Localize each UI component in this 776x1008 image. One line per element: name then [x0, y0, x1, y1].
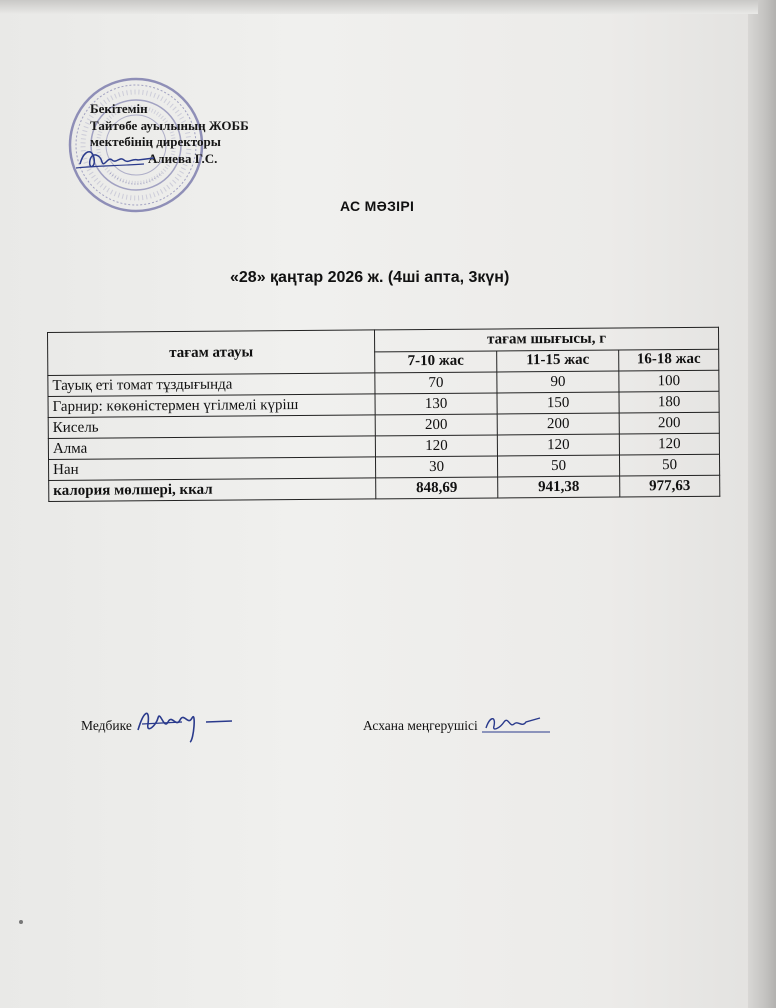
dish-value: 120 [375, 435, 497, 457]
total-label: калория мөлшері, ккал [49, 478, 376, 502]
header-output: тағам шығысы, г [374, 327, 718, 351]
dish-value: 200 [375, 414, 497, 436]
paper-speck [19, 920, 23, 924]
total-value: 848,69 [376, 477, 498, 499]
dish-value: 200 [619, 412, 719, 434]
dish-name: Алма [48, 436, 375, 460]
approval-line2: Тайтөбе ауылының ЖОББ [90, 117, 249, 133]
dish-value: 50 [619, 454, 719, 476]
nurse-label: Медбике [81, 718, 132, 733]
dish-value: 120 [497, 434, 619, 456]
dish-value: 150 [497, 392, 619, 414]
canteen-head-signature [480, 708, 552, 738]
dish-value: 70 [375, 372, 497, 394]
dish-name: Тауық еті томат тұздығында [48, 373, 375, 397]
dish-name: Кисель [48, 415, 375, 439]
canteen-head-label: Асхана меңгерушісі [363, 718, 478, 733]
approval-line1: Бекітемін [90, 101, 148, 116]
dish-value: 120 [619, 433, 719, 455]
nurse-signature [134, 700, 234, 744]
dish-value: 50 [497, 455, 619, 477]
dish-value: 30 [375, 456, 497, 478]
header-dish-name: тағам атауы [48, 330, 375, 376]
dish-name: Нан [49, 457, 376, 481]
director-name: Алиева Г.С. [148, 150, 218, 166]
dish-name: Гарнир: көкөністермен үгілмелі күріш [48, 394, 375, 418]
dish-value: 200 [497, 413, 619, 435]
dish-value: 130 [375, 393, 497, 415]
approval-line3: мектебінің директоры [90, 134, 221, 149]
page-subtitle: «28» қаңтар 2026 ж. (4ші апта, 3күн) [230, 269, 510, 286]
dish-value: 180 [619, 391, 719, 413]
director-signature [74, 142, 166, 176]
header-age-group: 16-18 жас [619, 349, 719, 371]
total-value: 977,63 [620, 475, 720, 497]
top-shadow [0, 0, 758, 14]
dish-value: 90 [497, 371, 619, 393]
total-value: 941,38 [498, 476, 620, 498]
header-age-group: 11-15 жас [497, 350, 619, 372]
page-title: АС МӘЗІРІ [340, 198, 415, 214]
dish-value: 100 [619, 370, 719, 392]
menu-table [47, 327, 720, 502]
header-age-group: 7-10 жас [375, 350, 497, 372]
background-surface [748, 0, 776, 1008]
